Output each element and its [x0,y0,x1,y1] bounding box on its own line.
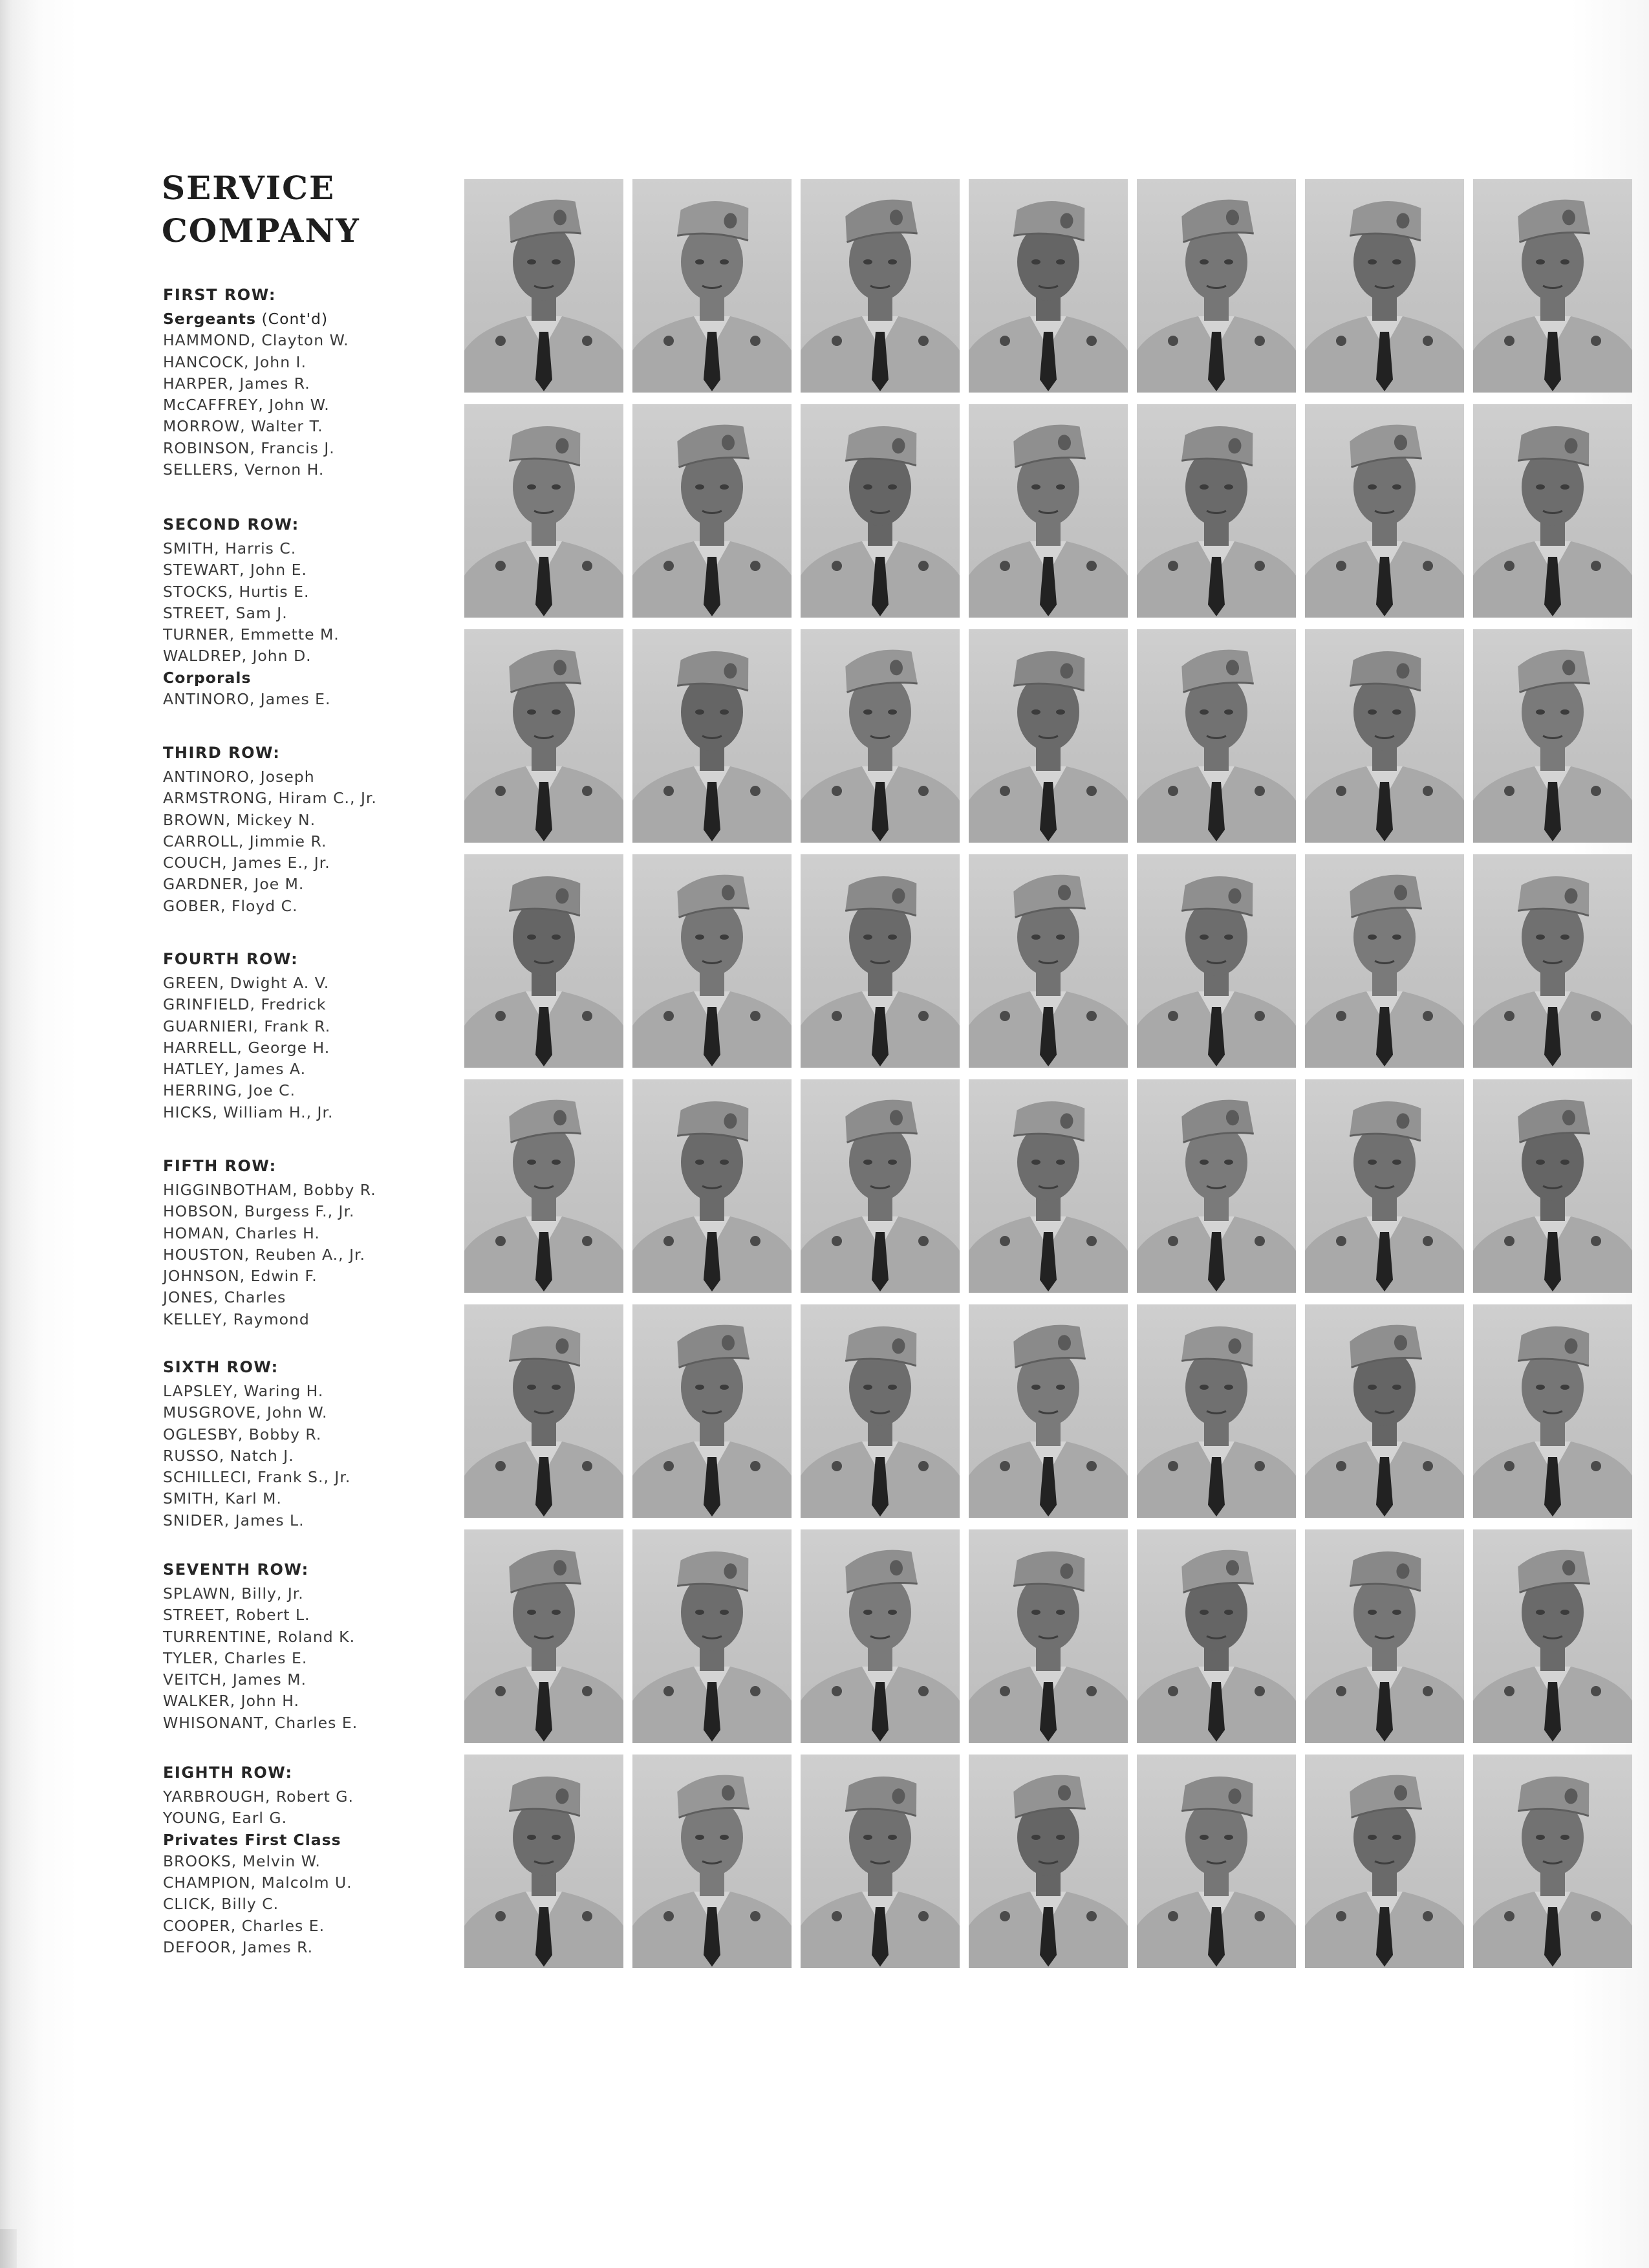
row-heading: THIRD ROW: [163,744,281,762]
portrait-photo [969,629,1128,843]
roster-name: HARPER, James R. [163,374,310,393]
roster-name: OGLESBY, Bobby R. [163,1425,322,1443]
portrait-photo [632,404,792,618]
roster-block-7 [163,1556,467,1734]
roster-name: KELLEY, Raymond [163,1310,310,1328]
portrait-photo [632,1529,792,1743]
portrait-photo [464,1079,623,1293]
roster-sidebar [0,0,466,2268]
roster-name: COOPER, Charles E. [163,1916,325,1935]
portrait-photo [1137,629,1296,843]
portrait-photo [801,1755,960,1968]
portrait-photo [632,1079,792,1293]
roster-name: HIGGINBOTHAM, Bobby R. [163,1181,376,1199]
roster-name: GREEN, Dwight A. V. [163,974,330,992]
roster-name: YARBROUGH, Robert G. [163,1787,354,1806]
portrait-photo [1305,629,1464,843]
portrait-photo [632,854,792,1068]
roster-name: WALDREP, John D. [163,647,312,665]
row-heading: FOURTH ROW: [163,950,299,968]
roster-name: GARDNER, Joe M. [163,875,305,894]
roster-name: STREET, Sam J. [163,603,288,622]
roster-block-3 [163,739,467,917]
roster-name: RUSSO, Natch J. [163,1446,294,1465]
roster-name: SMITH, Karl M. [163,1489,282,1508]
roster-name: JOHNSON, Edwin F. [163,1267,318,1286]
row-heading: EIGHTH ROW: [163,1764,293,1782]
portrait-photo [969,179,1128,393]
portrait-photo [1137,404,1296,618]
portrait-photo [464,404,623,618]
portrait-photo [464,1529,623,1743]
roster-name: McCAFFREY, John W. [163,396,330,415]
roster-name: HICKS, William H., Jr. [163,1103,334,1121]
row-heading: SEVENTH ROW: [163,1561,309,1579]
portrait-photo [1473,854,1632,1068]
portrait-photo [1473,1529,1632,1743]
rank-label: Privates First Class [163,1830,341,1849]
roster-name: STREET, Robert L. [163,1606,310,1625]
roster-name: JONES, Charles [163,1288,286,1307]
portrait-photo [1473,179,1632,393]
roster-name: WALKER, John H. [163,1692,299,1711]
roster-name: SPLAWN, Billy, Jr. [163,1584,304,1603]
roster-name: HATLEY, James A. [163,1060,307,1079]
title-line-2: COMPANY [162,211,360,250]
portrait-photo [632,1755,792,1968]
rank-note: (Cont'd) [256,310,329,328]
roster-block-1 [163,281,467,481]
portrait-photo [1473,1304,1632,1518]
portrait-photo [1473,1755,1632,1968]
roster-name: LAPSLEY, Waring H. [163,1382,324,1400]
roster-name: HOMAN, Charles H. [163,1224,320,1242]
roster-name: GRINFIELD, Fredrick [163,995,327,1014]
portrait-photo [1137,1304,1296,1518]
portrait-photo [1305,1529,1464,1743]
roster-block-8 [163,1759,467,1958]
portrait-photo [464,854,623,1068]
roster-name: TYLER, Charles E. [163,1648,308,1667]
portrait-photo [801,1304,960,1518]
portrait-photo [801,854,960,1068]
portrait-photo [632,629,792,843]
roster-name: SMITH, Harris C. [163,539,297,557]
portrait-photo [464,629,623,843]
roster-name: TURNER, Emmette M. [163,625,339,644]
roster-name: TURRENTINE, Roland K. [163,1627,356,1646]
portrait-photo [801,629,960,843]
roster-name: BROOKS, Melvin W. [163,1852,321,1870]
portrait-photo [1305,854,1464,1068]
title-line-1: SERVICE [162,169,336,207]
roster-name: ANTINORO, James E. [163,690,331,709]
portrait-photo [801,1529,960,1743]
roster-name: VEITCH, James M. [163,1670,307,1689]
row-heading: FIRST ROW: [163,286,277,304]
roster-name: HAMMOND, Clayton W. [163,331,349,350]
roster-name: STEWART, John E. [163,561,307,579]
portrait-photo [969,404,1128,618]
portrait-photo [1305,404,1464,618]
portrait-photo [1137,1755,1296,1968]
rank-heading [163,667,467,689]
roster-name: DEFOOR, James R. [163,1938,314,1957]
portrait-photo [1473,404,1632,618]
roster-name: MORROW, Walter T. [163,417,323,436]
roster-name: SCHILLECI, Frank S., Jr. [163,1468,351,1487]
roster-name: MUSGROVE, John W. [163,1403,328,1422]
roster-name: ROBINSON, Francis J. [163,438,335,457]
roster-block-2 [163,511,467,710]
roster-block-6 [163,1354,467,1531]
rank-label: Corporals [163,668,252,687]
roster-name: GOBER, Floyd C. [163,896,298,915]
roster-block-5 [163,1152,467,1330]
portrait-photo [1137,854,1296,1068]
roster-name: CHAMPION, Malcolm U. [163,1874,352,1892]
portrait-photo [801,1079,960,1293]
roster-name: STOCKS, Hurtis E. [163,582,310,601]
rank-heading [163,308,467,330]
row-heading: SECOND ROW: [163,515,299,534]
portrait-photo [1137,1529,1296,1743]
portrait-photo [632,1304,792,1518]
roster-name: ARMSTRONG, Hiram C., Jr. [163,789,377,808]
portrait-photo [1137,179,1296,393]
roster-name: ANTINORO, Joseph [163,768,315,786]
portrait-photo [464,1304,623,1518]
rank-label: Sergeants [163,310,257,328]
roster-name: SELLERS, Vernon H. [163,460,325,479]
portrait-photo [1305,179,1464,393]
roster-name: HOBSON, Burgess F., Jr. [163,1202,355,1221]
row-heading: SIXTH ROW: [163,1358,279,1376]
portrait-photo [1305,1304,1464,1518]
portrait-photo [1473,629,1632,843]
roster-name: HARRELL, George H. [163,1038,330,1057]
roster-name: WHISONANT, Charles E. [163,1713,358,1732]
roster-block-4 [163,945,467,1123]
roster-name: HOUSTON, Reuben A., Jr. [163,1245,365,1264]
roster-name: GUARNIERI, Frank R. [163,1017,331,1035]
portrait-photo [801,404,960,618]
portrait-grid [464,179,1633,1964]
portrait-photo [1305,1079,1464,1293]
roster-name: CLICK, Billy C. [163,1895,279,1914]
roster-name: HERRING, Joe C. [163,1081,296,1100]
portrait-photo [464,1755,623,1968]
portrait-photo [969,1529,1128,1743]
portrait-photo [632,179,792,393]
portrait-photo [969,1079,1128,1293]
roster-name: HANCOCK, John I. [163,352,307,371]
portrait-photo [464,179,623,393]
roster-name: YOUNG, Earl G. [163,1809,288,1828]
portrait-photo [969,1755,1128,1968]
portrait-photo [969,1304,1128,1518]
portrait-photo [1305,1755,1464,1968]
portrait-photo [801,179,960,393]
roster-name: SNIDER, James L. [163,1511,305,1529]
roster-name: CARROLL, Jimmie R. [163,832,327,850]
rank-heading [163,1830,467,1851]
row-heading: FIFTH ROW: [163,1157,277,1175]
roster-name: BROWN, Mickey N. [163,810,316,829]
roster-name: COUCH, James E., Jr. [163,854,330,872]
portrait-photo [969,854,1128,1068]
portrait-photo [1137,1079,1296,1293]
portrait-photo [1473,1079,1632,1293]
